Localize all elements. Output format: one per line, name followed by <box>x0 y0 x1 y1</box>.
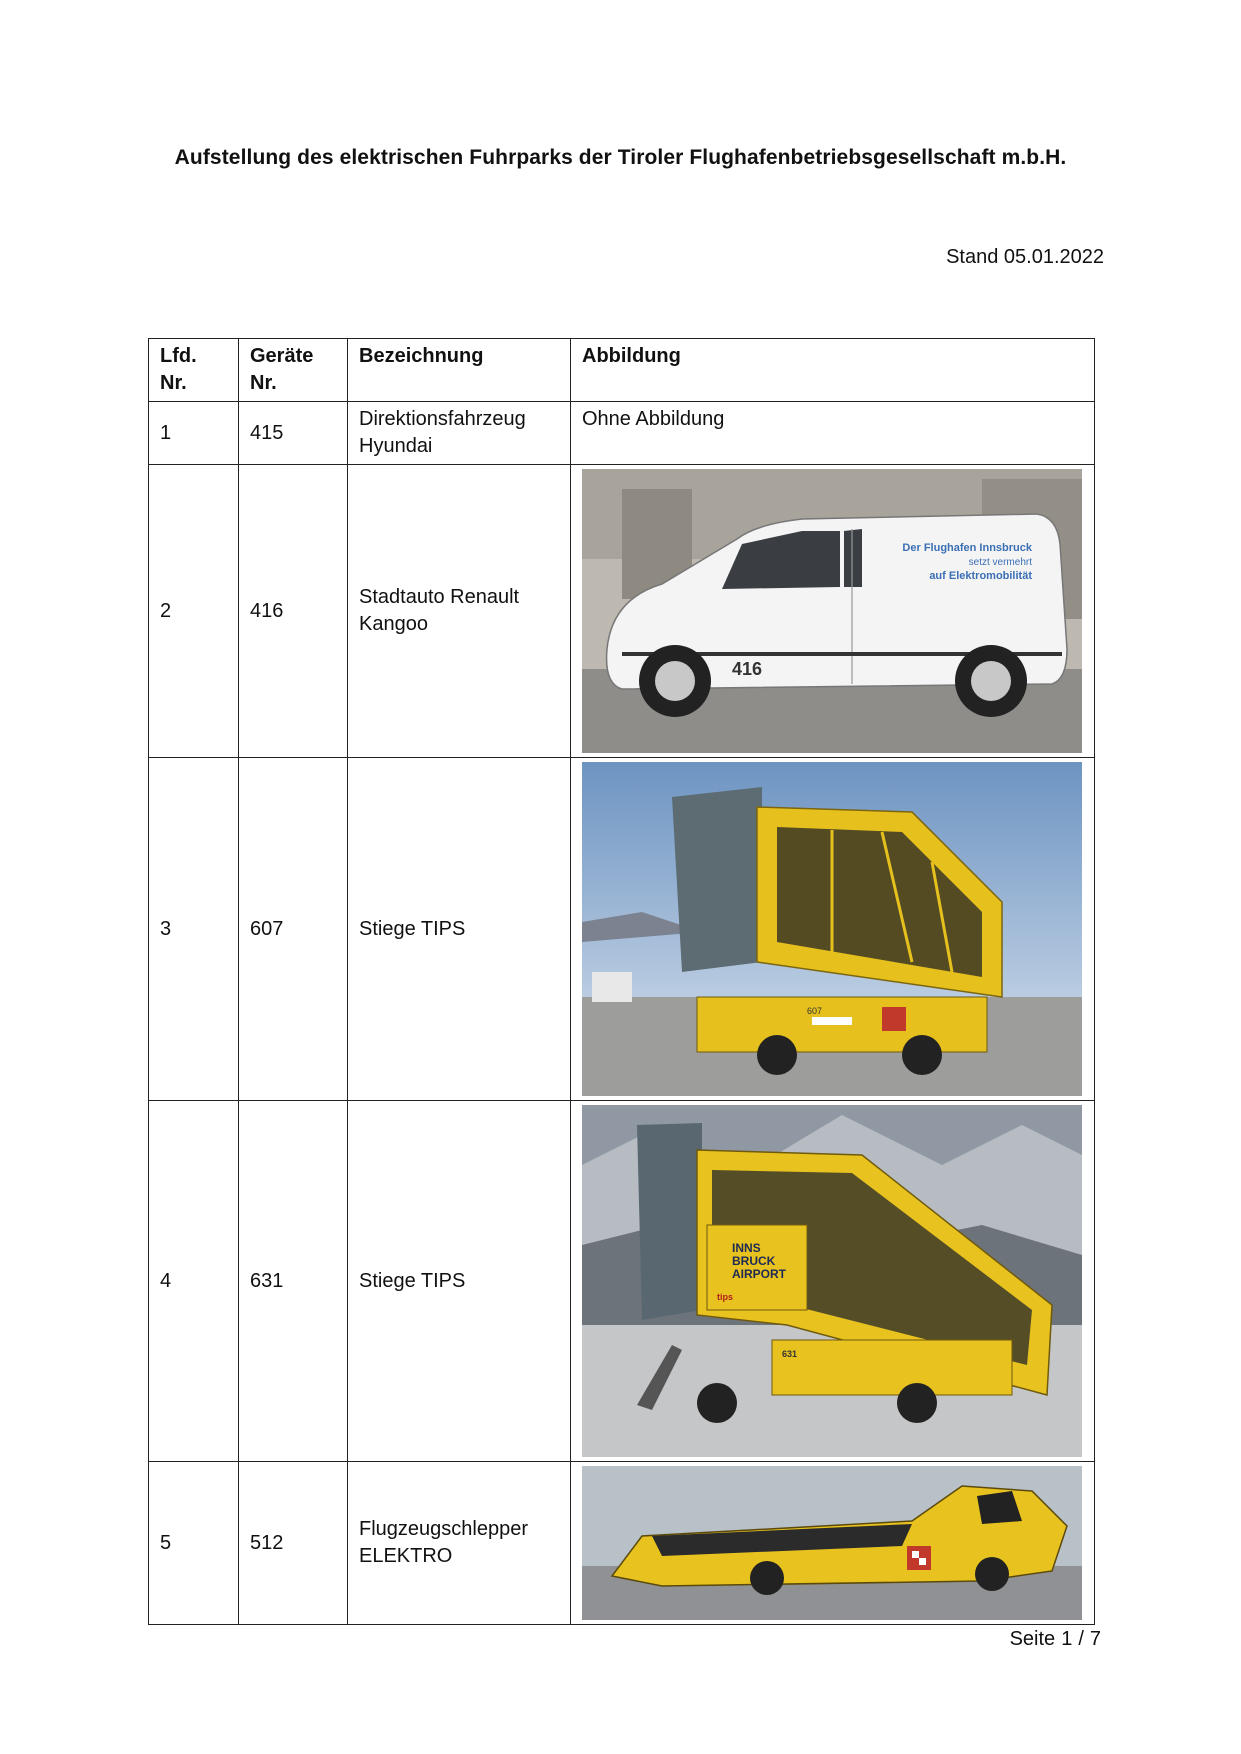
page-separator: / <box>1078 1628 1084 1650</box>
renault-kangoo-photo <box>582 469 1082 753</box>
cell-geraete: 415 <box>239 402 348 465</box>
stairs-631-plate: 631 <box>782 1349 798 1359</box>
header-geraete-nr: Geräte Nr. <box>239 339 348 402</box>
logo-line-3: AIRPORT <box>732 1267 786 1281</box>
header-bezeichnung: Bezeichnung <box>348 339 571 402</box>
table-row <box>149 1462 1095 1625</box>
van-text-1: Der Flughafen Innsbruck <box>902 542 1032 554</box>
cell-geraete: 416 <box>239 465 348 758</box>
table-row <box>149 402 1095 465</box>
aircraft-tug-photo <box>582 1466 1082 1620</box>
cell-geraete: 631 <box>239 1101 348 1462</box>
page-current: 1 <box>1061 1628 1073 1650</box>
cell-bezeichnung: Stiege TIPS <box>348 758 571 1101</box>
logo-line-1: INNS <box>732 1241 761 1255</box>
fleet-table <box>148 338 1095 1625</box>
cell-lfd: 1 <box>149 402 239 465</box>
van-text-3: auf Elektromobilität <box>929 570 1032 582</box>
table-row <box>149 1101 1095 1462</box>
stairs-607-plate: 607 <box>807 1006 823 1016</box>
tips-brand: tips <box>717 1292 734 1302</box>
cell-bezeichnung: Direktionsfahrzeug Hyundai <box>348 402 571 465</box>
stairs-tips-607-photo <box>582 762 1082 1096</box>
stairs-tips-631-photo <box>582 1105 1082 1457</box>
cell-lfd: 3 <box>149 758 239 1101</box>
table-row <box>149 758 1095 1101</box>
cell-lfd: 2 <box>149 465 239 758</box>
document-title: Aufstellung des elektrischen Fuhrparks der Tiroler Flughafenbetriebsgesellschaft m.b.H. <box>174 146 1067 169</box>
page-indicator <box>1007 1628 1104 1651</box>
header-lfd-nr: Lfd. Nr. <box>149 339 239 402</box>
cell-abbildung: Ohne Abbildung <box>571 402 1095 465</box>
page-label: Seite <box>1009 1628 1056 1650</box>
cell-abbildung <box>571 465 1095 758</box>
logo-line-2: BRUCK <box>732 1254 776 1268</box>
cell-bezeichnung: Stiege TIPS <box>348 1101 571 1462</box>
cell-bezeichnung: Flugzeugschlepper ELEKTRO <box>348 1462 571 1625</box>
van-plate: 416 <box>732 659 763 679</box>
cell-lfd: 5 <box>149 1462 239 1625</box>
header-abbildung: Abbildung <box>571 339 1095 402</box>
cell-abbildung <box>571 758 1095 1101</box>
page-total: 7 <box>1089 1628 1101 1650</box>
document-date: Stand 05.01.2022 <box>946 246 1104 268</box>
cell-geraete: 607 <box>239 758 348 1101</box>
cell-bezeichnung: Stadtauto Renault Kangoo <box>348 465 571 758</box>
cell-lfd: 4 <box>149 1101 239 1462</box>
cell-abbildung <box>571 1462 1095 1625</box>
table-header-row <box>149 339 1095 402</box>
van-text-2: setzt vermehrt <box>968 557 1032 568</box>
cell-abbildung <box>571 1101 1095 1462</box>
table-row <box>149 465 1095 758</box>
cell-geraete: 512 <box>239 1462 348 1625</box>
